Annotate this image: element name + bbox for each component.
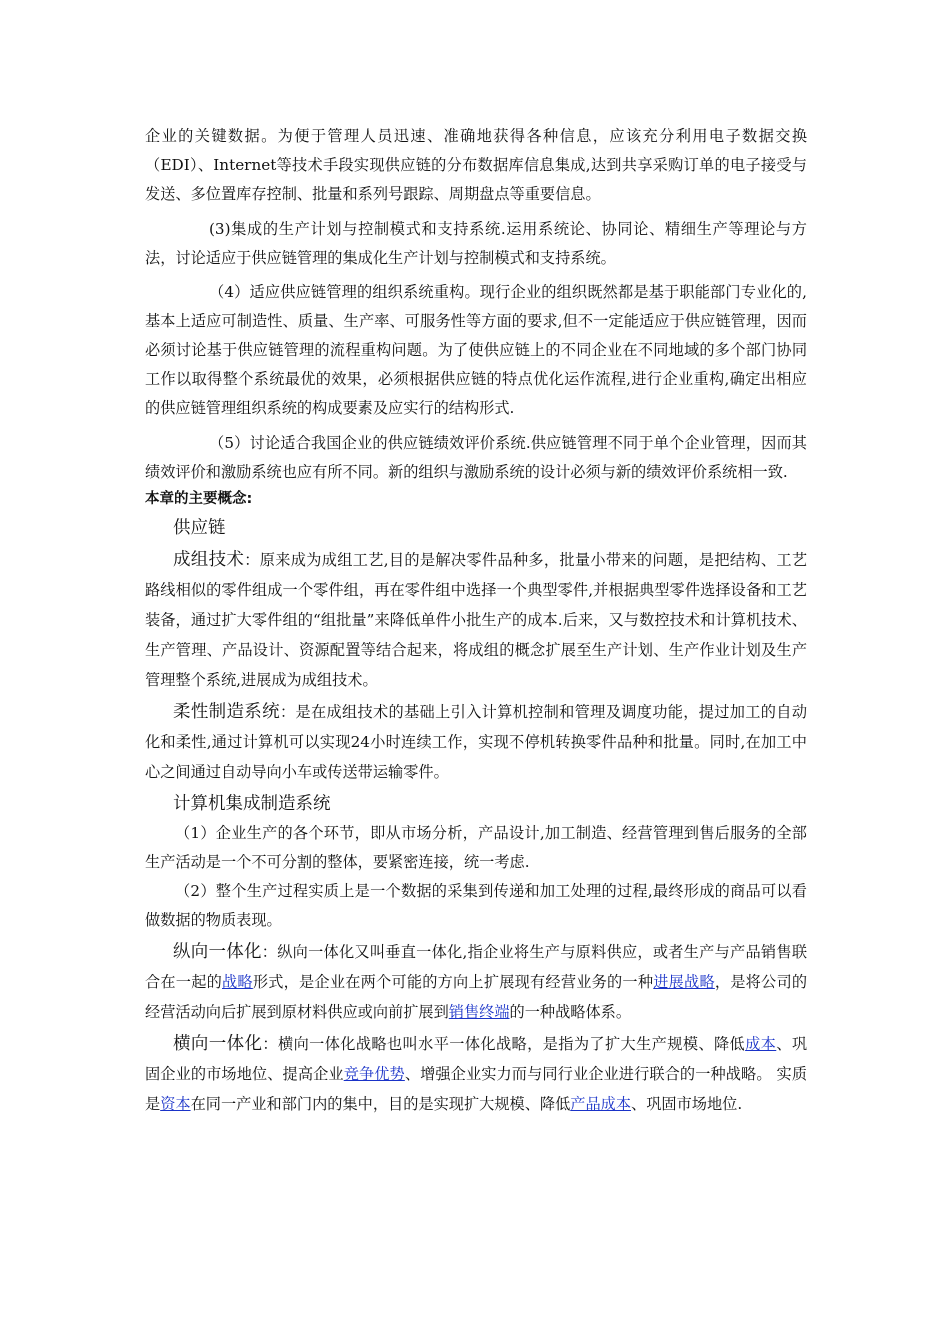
term-group-technology: 成组技术: [173, 550, 245, 570]
concept-group-technology: [145, 545, 807, 695]
link-development-strategy[interactable]: 进展战略: [653, 973, 715, 991]
vi-text-a: ：纵向一体化又叫垂直一体化,指企业将生产与原料供应，或者生产与产品销售联合在一起的: [145, 943, 808, 991]
paragraph-item-4: （4）适应供应链管理的组织系统重构。现行企业的组织既然都是基于职能部门专业化的,基本上适应可制造性、质量、生产率、可服务性等方面的要求,但不一定能适应于供应链管理，因而必须讨论基于供应链管理的流程重构问题。为了使供应链上的不同企业在不同地域的多个部门协同工作以取得整个系统最优的效果，必须根据供应链的特点优化运作流程,进行企业重构,确定出相应的供应链管理组织系统的构成要素及应实行的结构形式.: [145, 283, 807, 417]
hi-text-d: 在同一产业和部门内的集中，目的是实现扩大规模、降低: [190, 1095, 571, 1113]
term-horizontal-integration: 横向一体化: [173, 1034, 263, 1054]
term-fms: 柔性制造系统: [173, 702, 280, 722]
paragraph-item-5: （5）讨论适合我国企业的供应链绩效评价系统.供应链管理不同于单个企业管理，因而其绩效评价和激励系统也应有所不同。新的组织与激励系统的设计必须与新的绩效评价系统相一致.: [145, 434, 807, 481]
concept-vertical-integration: [145, 937, 807, 1027]
paragraph-item-3: (3)集成的生产计划与控制模式和支持系统.运用系统论、协同论、精细生产等理论与方法，讨论适应于供应链管理的集成化生产计划与控制模式和支持系统。: [145, 220, 807, 267]
link-product-cost[interactable]: 产品成本: [570, 1095, 631, 1113]
cims-point-1: （1）企业生产的各个环节，即从市场分析，产品设计,加工制造、经营管理到售后服务的全部生产活动是一个不可分割的整体，要紧密连接，统一考虑.: [145, 824, 807, 871]
hi-text-a: ：横向一体化战略也叫水平一体化战略，是指为了扩大生产规模、降低: [262, 1035, 746, 1053]
hi-text-c: 、增强企业实力而与同行业企业进行联合的一种战略。 实质是: [145, 1065, 808, 1113]
paragraph-edi: 企业的关键数据。为便于管理人员迅速、准确地获得各种信息，应该充分利用电子数据交换（EDI）、Internet等技术手段实现供应链的分布数据库信息集成,达到共享采购订单的电子接受与发送、多位置库存控制、批量和系列号跟踪、周期盘点等重要信息。: [145, 127, 807, 203]
section-heading: 本章的主要概念:: [145, 491, 253, 507]
group-technology-body: ：原来成为成组工艺,目的是解决零件品种多，批量小带来的问题，是把结构、工艺路线相似的零件组成一个零件组，再在零件组中选择一个典型零件,并根据典型零件选择设备和工艺装备，通过扩大零件组的“组批量”来降低单件小批生产的成本.后来，又与数控技术和计算机技术、生产管理、产品设计、资源配置等结合起来，将成组的概念扩展至生产计划、生产作业计划及生产管理整个系统,进展成为成组技术。: [145, 551, 808, 689]
link-strategy[interactable]: 战略: [222, 973, 253, 991]
vi-text-d: 的一种战略体系。: [509, 1003, 631, 1021]
concept-cims: 计算机集成制造系统: [173, 794, 331, 814]
hi-text-b: 、巩固企业的市场地位、提高企业: [145, 1035, 808, 1083]
vi-text-c: ，是将公司的经营活动向后扩展到原材料供应或向前扩展到: [145, 973, 808, 1021]
cims-point-2: （2）整个生产过程实质上是一个数据的采集到传递和加工处理的过程,最终形成的商品可以看做数据的物质表现。: [145, 882, 807, 929]
link-competitive-advantage[interactable]: 竞争优势: [343, 1065, 405, 1083]
hi-text-e: 、巩固市场地位.: [631, 1095, 743, 1113]
concept-horizontal-integration: [145, 1029, 807, 1119]
term-vertical-integration: 纵向一体化: [173, 942, 262, 962]
link-cost[interactable]: 成本: [745, 1035, 777, 1053]
link-sales-terminal[interactable]: 销售终端: [448, 1003, 510, 1021]
concept-fms: [145, 697, 807, 787]
document-page: [145, 122, 807, 1119]
vi-text-b: 形式，是企业在两个可能的方向上扩展现有经营业务的一种: [252, 973, 654, 991]
link-capital[interactable]: 资本: [160, 1095, 191, 1113]
fms-body: ：是在成组技术的基础上引入计算机控制和管理及调度功能，提过加工的自动化和柔性,通过计算机可以实现24小时连续工作，实现不停机转换零件品种和批量。同时,在加工中心之间通过自动导向小车或传送带运输零件。: [145, 703, 808, 781]
concept-supply-chain: 供应链: [173, 518, 226, 538]
